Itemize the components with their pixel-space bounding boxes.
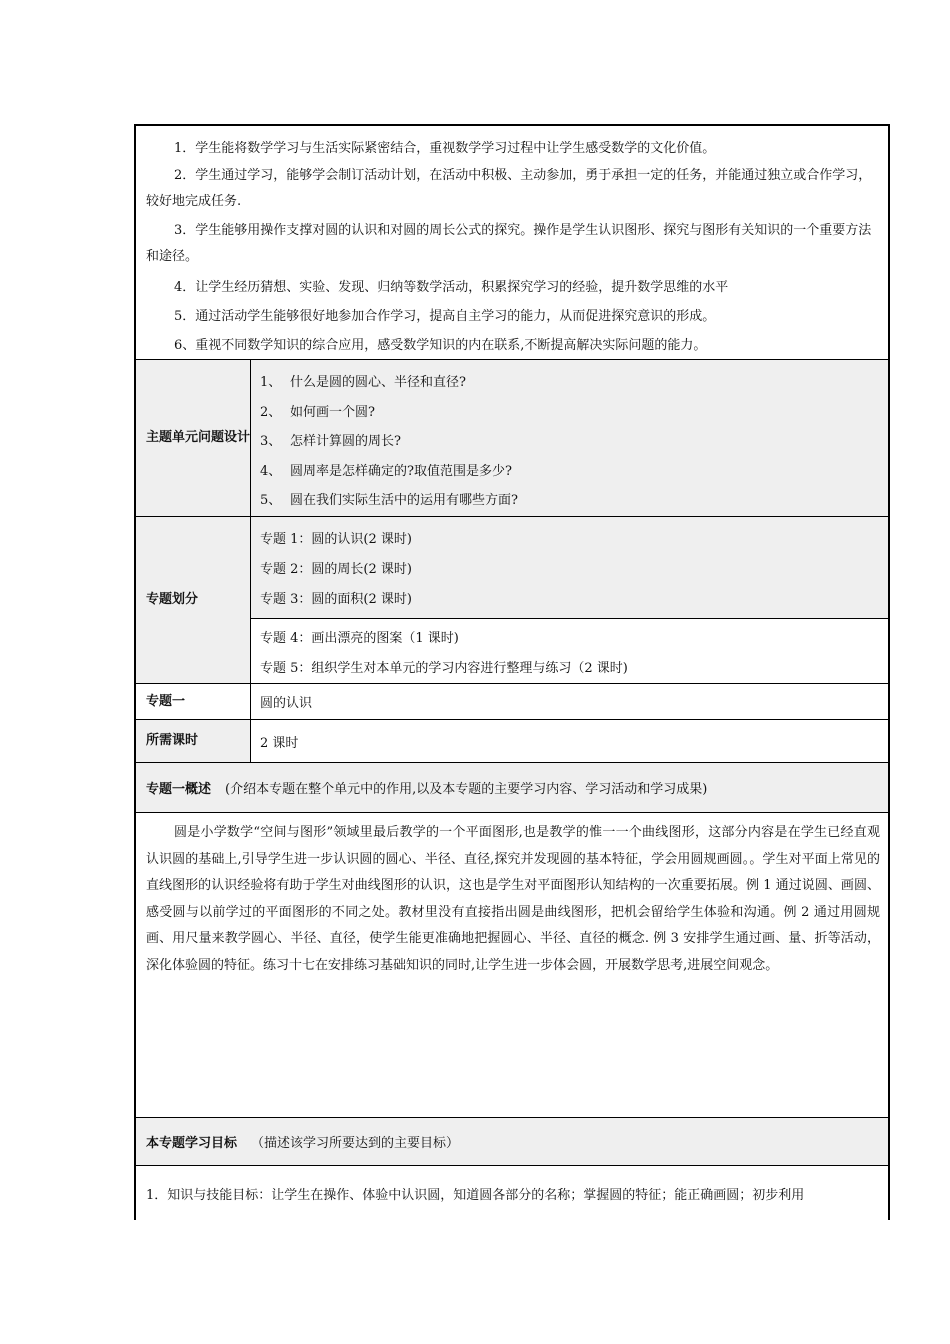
hours-label: 所需课时 xyxy=(136,720,251,762)
question-item: 2、 如何画一个圆? xyxy=(260,404,375,420)
goals-section xyxy=(136,126,888,360)
unit-questions-label: 主题单元问题设计 xyxy=(136,360,251,516)
topic-one-label: 专题一 xyxy=(136,684,251,719)
question-item: 5、 圆在我们实际生活中的运用有哪些方面? xyxy=(260,493,518,508)
unit-questions-content xyxy=(251,360,888,516)
goal-2: 2．学生通过学习，能够学会制订活动计划，在活动中积极、主动参加，勇于承担一定的任务，并能通过独立或合作学习，较好地完成任务. xyxy=(146,168,872,209)
unit-questions-row xyxy=(136,360,888,517)
objectives-body xyxy=(136,1166,888,1222)
goal-6: 6、重视不同数学知识的综合应用，感受数学知识的内在联系,不断提高解决实际问题的能力。 xyxy=(174,338,707,353)
overview-label: 专题一概述 xyxy=(146,782,212,797)
overview-body xyxy=(136,813,888,1118)
topic-item: 专题 2：圆的周长(2 课时) xyxy=(260,562,412,577)
objective-1: 1．知识与技能目标：让学生在操作、体验中认识圆，知道圆各部分的名称；掌握圆的特征；能正确画圆；初步利用 xyxy=(146,1188,805,1203)
hours-value: 2 课时 xyxy=(251,720,888,762)
topic-division-label: 专题划分 xyxy=(136,517,251,683)
question-item: 1、 什么是圆的圆心、半径和直径? xyxy=(260,375,466,390)
overview-header xyxy=(136,763,888,813)
hours-row xyxy=(136,720,888,763)
question-item: 4、 圆周率是怎样确定的?取值范围是多少? xyxy=(260,463,512,479)
topic-division-content xyxy=(251,517,888,683)
question-list xyxy=(260,368,518,516)
objectives-desc: （描述该学习所要达到的主要目标） xyxy=(251,1136,460,1151)
topic-item: 专题 3：圆的面积(2 课时) xyxy=(260,592,412,607)
topic-item: 专题 1：圆的认识(2 课时) xyxy=(260,532,412,547)
goal-4: 4．让学生经历猜想、实验、发现、归纳等数学活动，积累探究学习的经验，提升数学思维的水平 xyxy=(174,280,729,295)
overview-text: 圆是小学数学“空间与图形”领域里最后教学的一个平面图形,也是教学的惟一一个曲线图形，这部分内容是在学生已经直观认识圆的基础上,引导学生进一步认识圆的圆心、半径、直径,探究并发现圆的基本特征，学会用圆规画圆。。学生对平面上常见的直线图形的认识经验将有助于学生对曲线图形的认识，这也是学生对平面图形认知结构的一次重要拓展。例 1 通过说圆、画圆、感受圆与以前学过的平面图形的不同之处。教材里没有直接指出圆是曲线图形，把机会留给学生体验和沟通。例 2 通过用圆规画、用尺量来教学圆心、半径、直径，使学生能更准确地把握圆心、半径、直径的概念. 例 3 安排学生通过画、量、折等活动，深化体验圆的特征。练习十七在安排练习基础知识的同时,让学生进一步体会圆，开展数学思考,进展空间观念。 xyxy=(146,825,880,973)
topic-group-b xyxy=(251,619,888,683)
topic-one-value: 圆的认识 xyxy=(260,696,313,711)
topic-item: 专题 5：组织学生对本单元的学习内容进行整理与练习（2 课时) xyxy=(260,661,628,676)
lesson-plan-table xyxy=(134,124,890,1220)
overview-desc: (介绍本专题在整个单元中的作用,以及本专题的主要学习内容、学习活动和学习成果) xyxy=(225,782,708,797)
objectives-header xyxy=(136,1118,888,1166)
topic-one-row xyxy=(136,684,888,720)
question-item: 3、 怎样计算圆的周长? xyxy=(260,434,401,449)
topic-item: 专题 4：画出漂亮的图案（1 课时) xyxy=(260,631,459,646)
goal-5: 5．通过活动学生能够很好地参加合作学习，提高自主学习的能力，从而促进探究意识的形成。 xyxy=(174,309,716,324)
goal-1: 1．学生能将数学学习与生活实际紧密结合，重视数学学习过程中让学生感受数学的文化价值。 xyxy=(174,141,716,156)
topic-division-row xyxy=(136,517,888,684)
objectives-label: 本专题学习目标 xyxy=(146,1136,238,1151)
topic-group-a xyxy=(251,517,888,619)
goal-3: 3．学生能够用操作支撑对圆的认识和对圆的周长公式的探究。操作是学生认识图形、探究与图形有关知识的一个重要方法和途径。 xyxy=(146,223,872,264)
